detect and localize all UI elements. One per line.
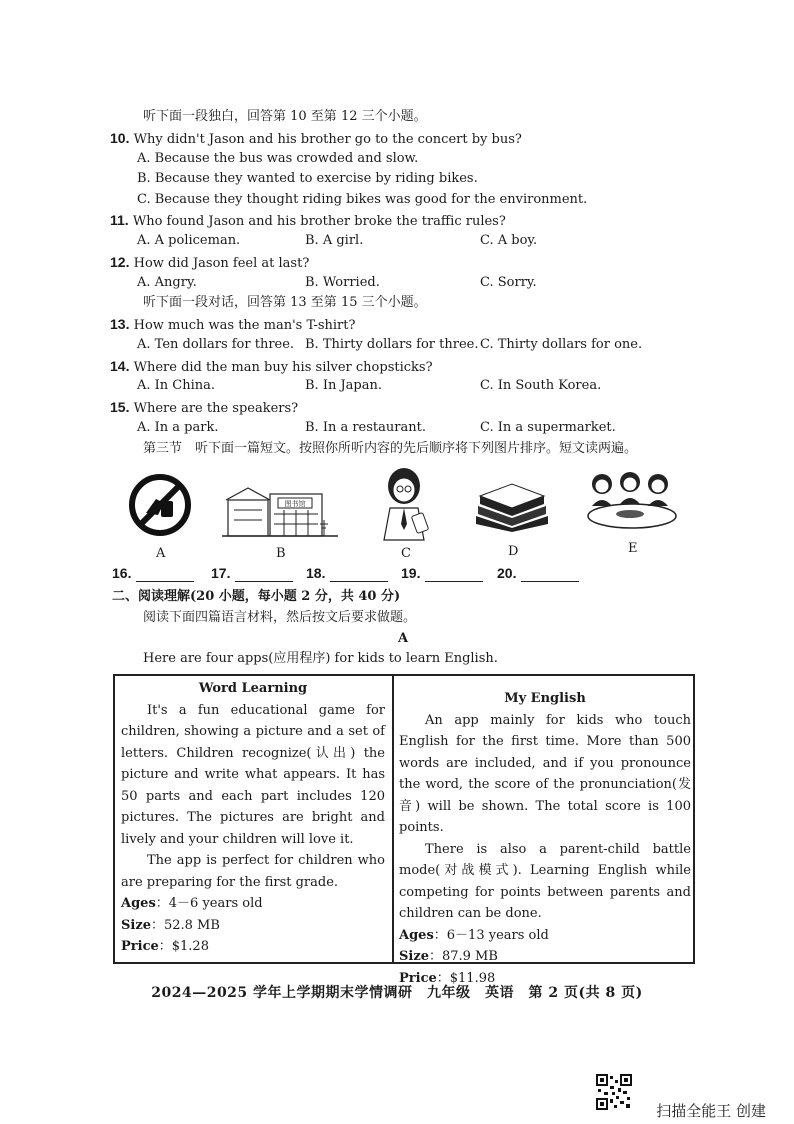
q10-option-b: B. Because they wanted to exercise by riding bikes. xyxy=(137,171,478,186)
no-food-sign-picture xyxy=(128,473,192,537)
question-number: 10. xyxy=(110,130,130,146)
question-text: How much was the man's T-shirt? xyxy=(133,318,356,333)
question-number: 11. xyxy=(110,212,129,228)
blank-line[interactable] xyxy=(425,567,483,582)
picture-label-e: E xyxy=(628,541,638,556)
q11-option-b: B. A girl. xyxy=(305,233,364,248)
question-number: 15. xyxy=(110,399,130,415)
q10-option-c: C. Because they thought riding bikes was good for the environment. xyxy=(137,192,588,207)
dialogue-instruction: 听下面一段对话，回答第 13 至第 15 三个小题。 xyxy=(143,295,427,310)
q14-option-c: C. In South Korea. xyxy=(480,378,602,393)
app-description: An app mainly for kids who touch English for the first time. More than 500 words are included, and if you pronounce the word, the score of the pronunciation(发音) will be shown. The total score is 100 points. xyxy=(399,712,691,835)
app-ages: Ages：6－13 years old xyxy=(399,927,549,943)
app-my-english xyxy=(399,688,691,989)
children-eating-picture xyxy=(584,468,680,530)
app-word-learning xyxy=(121,678,385,958)
q15-option-b: B. In a restaurant. xyxy=(305,420,426,435)
picture-label-c: C xyxy=(401,546,411,561)
app-title: Word Learning xyxy=(198,681,308,696)
answer-blank-17[interactable] xyxy=(211,565,293,582)
library-sign: 图书馆 xyxy=(284,500,306,508)
question-text: Where did the man buy his silver chopsticks? xyxy=(133,360,433,375)
answer-blank-20[interactable] xyxy=(497,565,579,582)
answer-blank-19[interactable] xyxy=(401,565,483,582)
blank-line[interactable] xyxy=(521,567,579,582)
blank-number: 17. xyxy=(211,565,231,581)
question-11 xyxy=(110,211,506,231)
question-text: Who found Jason and his brother broke the traffic rules? xyxy=(132,214,506,229)
picture-label-a: A xyxy=(156,546,166,561)
q15-option-c: C. In a supermarket. xyxy=(480,420,616,435)
reading-instruction: 阅读下面四篇语言材料，然后按文后要求做题。 xyxy=(143,610,417,625)
q15-option-a: A. In a park. xyxy=(137,420,219,435)
question-number: 13. xyxy=(110,316,130,332)
app-price: Price：$11.98 xyxy=(399,970,496,986)
student-on-phone-picture xyxy=(374,464,436,542)
q13-option-b: B. Thirty dollars for three. xyxy=(305,337,479,352)
reading-section-header: 二、阅读理解(20 小题，每小题 2 分，共 40 分) xyxy=(112,589,401,604)
blank-line[interactable] xyxy=(136,567,194,582)
blank-number: 18. xyxy=(306,565,326,581)
q12-option-b: B. Worried. xyxy=(305,275,380,290)
q10-option-a: A. Because the bus was crowded and slow. xyxy=(137,151,419,166)
picture-label-b: B xyxy=(276,546,286,561)
page-footer: 2024—2025 学年上学期期末学情调研 九年级 英语 第 2 页(共 8 页) xyxy=(151,985,643,1001)
q12-option-c: C. Sorry. xyxy=(480,275,537,290)
qr-code-icon xyxy=(596,1074,632,1110)
question-text: How did Jason feel at last? xyxy=(133,256,310,271)
app-description: It's a fun educational game for children, showing a picture and a set of letters. Children recognize(认出) the picture and write what appears. It has 50 parts and each part includes 120 pictures. The pictures are bright and lively and your children will love it. xyxy=(121,702,385,847)
library-building-picture xyxy=(218,480,342,540)
app-price: Price：$1.28 xyxy=(121,939,209,954)
app-battle-mode: There is also a parent-child battle mode(对战模式). Learning English while competing for points between parents and children can be done. xyxy=(399,841,691,921)
question-13 xyxy=(110,315,355,335)
q13-option-a: A. Ten dollars for three. xyxy=(137,337,295,352)
question-12 xyxy=(110,253,309,273)
passage-letter: A xyxy=(398,631,409,646)
question-15 xyxy=(110,398,298,418)
q14-option-b: B. In Japan. xyxy=(305,378,382,393)
answer-blank-18[interactable] xyxy=(306,565,388,582)
blank-line[interactable] xyxy=(235,567,293,582)
q14-option-a: A. In China. xyxy=(137,378,216,393)
question-number: 12. xyxy=(110,254,130,270)
picture-label-d: D xyxy=(508,544,519,559)
question-text: Why didn't Jason and his brother go to the concert by bus? xyxy=(133,132,522,147)
q12-option-a: A. Angry. xyxy=(137,275,197,290)
passage-intro: Here are four apps(应用程序) for kids to learn English. xyxy=(143,651,498,666)
q11-option-c: C. A boy. xyxy=(480,233,538,248)
q11-option-a: A. A policeman. xyxy=(137,233,241,248)
column-divider xyxy=(392,676,394,962)
answer-blank-16[interactable] xyxy=(112,565,194,582)
blank-number: 19. xyxy=(401,565,421,581)
app-size: Size：52.8 MB xyxy=(121,917,220,933)
app-ages: Ages：4－6 years old xyxy=(121,896,263,911)
app-audience: The app is perfect for children who are preparing for the first grade. xyxy=(121,853,385,890)
blank-line[interactable] xyxy=(330,567,388,582)
scanner-watermark: 扫描全能王 创建 xyxy=(656,1102,766,1120)
question-14 xyxy=(110,357,433,377)
stack-of-books-picture xyxy=(472,482,552,532)
app-title: My English xyxy=(504,691,586,706)
section-3-instruction: 第三节 听下面一篇短文。按照你所听内容的先后顺序将下列图片排序。短文读两遍。 xyxy=(143,441,638,456)
blank-number: 16. xyxy=(112,565,132,581)
question-number: 14. xyxy=(110,358,130,374)
apps-table xyxy=(113,674,695,986)
monologue-instruction: 听下面一段独白，回答第 10 至第 12 三个小题。 xyxy=(143,109,427,124)
question-10 xyxy=(110,129,522,149)
app-size: Size：87.9 MB xyxy=(399,949,498,964)
q13-option-c: C. Thirty dollars for one. xyxy=(480,337,643,352)
question-text: Where are the speakers? xyxy=(133,401,299,416)
blank-number: 20. xyxy=(497,565,517,581)
